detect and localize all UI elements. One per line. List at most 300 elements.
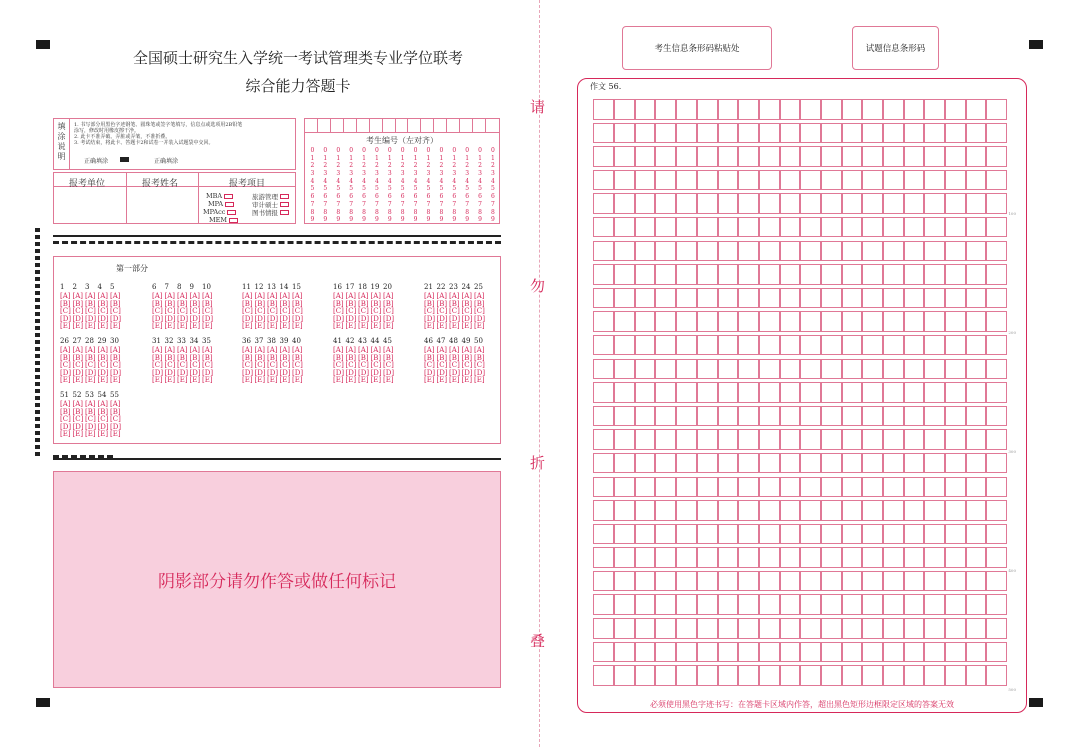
essay-cell[interactable] (883, 618, 904, 639)
answer-bubble[interactable]: [E] (189, 376, 201, 384)
id-write-cell[interactable] (344, 119, 357, 132)
essay-cell[interactable] (883, 99, 904, 120)
answer-bubble[interactable]: [D] (85, 422, 97, 431)
id-digit-bubble[interactable]: 0 (336, 147, 341, 154)
id-digit-bubble[interactable]: 2 (465, 162, 470, 170)
answer-bubble[interactable]: [A] (474, 346, 485, 354)
essay-cell[interactable] (966, 146, 987, 167)
answer-bubble[interactable]: [E] (60, 430, 71, 438)
essay-cell[interactable] (862, 146, 883, 167)
essay-cell[interactable] (945, 241, 966, 262)
essay-cell[interactable] (738, 524, 759, 545)
id-digit-bubble[interactable]: 7 (426, 200, 431, 208)
answer-bubble[interactable]: [D] (152, 368, 164, 377)
essay-cell[interactable] (738, 123, 759, 144)
answer-bubble[interactable]: [A] (461, 292, 473, 300)
answer-bubble[interactable]: [D] (97, 422, 109, 431)
essay-cell[interactable] (614, 406, 635, 427)
answer-bubble[interactable]: [C] (254, 307, 266, 315)
essay-cell[interactable] (966, 335, 987, 356)
answer-bubble[interactable]: [C] (177, 307, 188, 315)
answer-bubble[interactable]: [E] (279, 376, 291, 384)
answer-bubble[interactable]: [B] (202, 299, 213, 308)
essay-cell[interactable] (800, 571, 821, 592)
id-digit-bubble[interactable]: 2 (362, 162, 366, 170)
id-write-cell[interactable] (460, 119, 473, 132)
essay-cell[interactable] (842, 99, 863, 120)
essay-cell[interactable] (904, 618, 925, 639)
essay-cell[interactable] (883, 429, 904, 450)
essay-cell[interactable] (924, 146, 945, 167)
essay-cell[interactable] (759, 524, 780, 545)
answer-bubble[interactable]: [D] (358, 368, 370, 377)
answer-bubble[interactable]: [B] (474, 299, 485, 308)
answer-bubble[interactable]: [C] (202, 307, 213, 315)
answer-bubble[interactable]: [E] (383, 376, 394, 384)
essay-cell[interactable] (635, 594, 656, 615)
answer-bubble[interactable]: [E] (110, 376, 121, 384)
exam-barcode-area[interactable] (852, 26, 939, 70)
essay-cell[interactable] (821, 123, 842, 144)
essay-cell[interactable] (800, 477, 821, 498)
essay-cell[interactable] (945, 359, 966, 380)
answer-bubble[interactable]: [A] (449, 346, 460, 354)
essay-cell[interactable] (883, 146, 904, 167)
essay-cell[interactable] (924, 524, 945, 545)
id-digit-bubble[interactable]: 3 (387, 170, 392, 178)
essay-cell[interactable] (862, 359, 883, 380)
answer-bubble[interactable]: [B] (85, 407, 96, 416)
id-write-cell[interactable] (447, 119, 460, 132)
answer-bubble[interactable]: [D] (164, 314, 176, 323)
essay-cell[interactable] (738, 547, 759, 568)
essay-cell[interactable] (821, 193, 842, 214)
answer-bubble[interactable]: [B] (72, 353, 84, 362)
essay-cell[interactable] (842, 571, 863, 592)
id-digit-bubble[interactable]: 9 (465, 216, 470, 224)
essay-cell[interactable] (924, 217, 945, 238)
answer-bubble[interactable]: [B] (370, 353, 382, 362)
answer-bubble[interactable]: [E] (85, 376, 96, 384)
essay-cell[interactable] (676, 359, 697, 380)
answer-bubble[interactable]: [E] (189, 322, 201, 330)
answer-bubble[interactable]: [E] (436, 376, 448, 384)
essay-cell[interactable] (635, 382, 656, 403)
essay-cell[interactable] (924, 123, 945, 144)
essay-cell[interactable] (718, 500, 739, 521)
essay-cell[interactable] (697, 453, 718, 474)
id-digit-bubble[interactable]: 0 (400, 147, 405, 154)
checkbox[interactable] (280, 210, 289, 215)
essay-cell[interactable] (904, 146, 925, 167)
answer-bubble[interactable]: [C] (345, 307, 357, 315)
essay-cell[interactable] (655, 547, 676, 568)
essay-cell[interactable] (593, 123, 614, 144)
answer-bubble[interactable]: [D] (202, 368, 214, 377)
id-digit-bubble[interactable]: 7 (374, 200, 379, 208)
essay-cell[interactable] (986, 99, 1007, 120)
id-digit-bubble[interactable]: 1 (323, 154, 328, 162)
answer-bubble[interactable]: [C] (461, 307, 473, 315)
answer-bubble[interactable]: [E] (474, 376, 485, 384)
essay-cell[interactable] (635, 311, 656, 332)
essay-cell[interactable] (759, 288, 780, 309)
answer-bubble[interactable]: [A] (254, 346, 266, 354)
essay-cell[interactable] (904, 382, 925, 403)
id-digit-bubble[interactable]: 6 (491, 193, 495, 201)
essay-cell[interactable] (883, 382, 904, 403)
answer-bubble[interactable]: [E] (177, 376, 188, 384)
answer-bubble[interactable]: [D] (474, 368, 486, 377)
essay-cell[interactable] (862, 382, 883, 403)
answer-bubble[interactable]: [E] (292, 376, 303, 384)
essay-cell[interactable] (842, 429, 863, 450)
essay-cell[interactable] (655, 241, 676, 262)
essay-cell[interactable] (986, 193, 1007, 214)
essay-cell[interactable] (697, 594, 718, 615)
essay-cell[interactable] (883, 406, 904, 427)
answer-bubble[interactable]: [E] (267, 322, 278, 330)
essay-cell[interactable] (842, 146, 863, 167)
essay-cell[interactable] (655, 123, 676, 144)
answer-bubble[interactable]: [B] (267, 299, 278, 308)
answer-bubble[interactable]: [C] (383, 361, 394, 369)
id-write-cell[interactable] (370, 119, 383, 132)
essay-cell[interactable] (966, 642, 987, 663)
essay-cell[interactable] (842, 524, 863, 545)
essay-cell[interactable] (780, 217, 801, 238)
essay-cell[interactable] (593, 193, 614, 214)
essay-cell[interactable] (800, 594, 821, 615)
essay-cell[interactable] (759, 406, 780, 427)
essay-cell[interactable] (966, 241, 987, 262)
answer-bubble[interactable]: [E] (72, 322, 84, 330)
answer-bubble[interactable]: [B] (110, 299, 121, 308)
essay-cell[interactable] (697, 170, 718, 191)
id-digit-bubble[interactable]: 4 (374, 177, 379, 185)
essay-cell[interactable] (676, 429, 697, 450)
essay-cell[interactable] (780, 382, 801, 403)
essay-cell[interactable] (945, 288, 966, 309)
essay-cell[interactable] (842, 477, 863, 498)
essay-cell[interactable] (821, 524, 842, 545)
id-digit-bubble[interactable]: 0 (439, 147, 444, 154)
essay-cell[interactable] (800, 264, 821, 285)
answer-bubble[interactable]: [A] (202, 292, 213, 300)
id-digit-bubble[interactable]: 3 (310, 170, 315, 178)
id-digit-bubble[interactable]: 4 (349, 177, 354, 185)
essay-cell[interactable] (697, 571, 718, 592)
essay-cell[interactable] (862, 311, 883, 332)
essay-cell[interactable] (966, 99, 987, 120)
answer-bubble[interactable]: [A] (358, 292, 369, 300)
answer-bubble[interactable]: [E] (345, 322, 357, 330)
id-digit-bubble[interactable]: 2 (349, 162, 354, 170)
essay-cell[interactable] (676, 665, 697, 686)
essay-cell[interactable] (945, 547, 966, 568)
essay-cell[interactable] (718, 429, 739, 450)
id-digit-bubble[interactable]: 6 (336, 193, 341, 201)
answer-bubble[interactable]: [C] (85, 415, 96, 423)
essay-cell[interactable] (655, 288, 676, 309)
id-digit-bubble[interactable]: 8 (413, 208, 418, 216)
essay-cell[interactable] (697, 193, 718, 214)
answer-bubble[interactable]: [C] (97, 361, 109, 369)
answer-bubble[interactable]: [D] (461, 368, 473, 377)
essay-cell[interactable] (986, 571, 1007, 592)
essay-cell[interactable] (614, 571, 635, 592)
essay-cell[interactable] (945, 665, 966, 686)
answer-bubble[interactable]: [A] (370, 346, 382, 354)
answer-bubble[interactable]: [C] (292, 307, 303, 315)
answer-bubble[interactable]: [C] (97, 307, 109, 315)
essay-cell[interactable] (738, 453, 759, 474)
id-digit-bubble[interactable]: 3 (439, 170, 444, 178)
answer-bubble[interactable]: [C] (164, 307, 176, 315)
answer-bubble[interactable]: [E] (85, 430, 96, 438)
answer-bubble[interactable]: [D] (345, 314, 357, 323)
essay-cell[interactable] (966, 382, 987, 403)
answer-bubble[interactable]: [B] (189, 353, 201, 362)
essay-cell[interactable] (862, 524, 883, 545)
answer-bubble[interactable]: [A] (461, 346, 473, 354)
essay-cell[interactable] (655, 618, 676, 639)
answer-bubble[interactable]: [D] (383, 314, 395, 323)
id-digit-bubble[interactable]: 6 (439, 193, 444, 201)
answer-bubble[interactable]: [E] (85, 322, 96, 330)
essay-cell[interactable] (593, 288, 614, 309)
essay-cell[interactable] (614, 453, 635, 474)
id-digit-bubble[interactable]: 2 (478, 162, 482, 170)
answer-bubble[interactable]: [E] (358, 322, 369, 330)
essay-cell[interactable] (986, 477, 1007, 498)
essay-cell[interactable] (697, 99, 718, 120)
answer-bubble[interactable]: [B] (72, 299, 84, 308)
essay-cell[interactable] (780, 453, 801, 474)
essay-cell[interactable] (738, 477, 759, 498)
essay-cell[interactable] (614, 594, 635, 615)
checkbox[interactable] (229, 218, 238, 223)
essay-cell[interactable] (904, 642, 925, 663)
id-digit-bubble[interactable]: 7 (349, 200, 354, 208)
answer-bubble[interactable]: [B] (60, 353, 71, 362)
essay-cell[interactable] (593, 524, 614, 545)
essay-cell[interactable] (821, 335, 842, 356)
essay-cell[interactable] (986, 288, 1007, 309)
id-digit-bubble[interactable]: 5 (465, 185, 470, 193)
essay-cell[interactable] (780, 359, 801, 380)
id-digit-bubble[interactable]: 3 (362, 170, 366, 178)
answer-bubble[interactable]: [D] (267, 314, 279, 323)
essay-cell[interactable] (883, 170, 904, 191)
id-digit-bubble[interactable]: 8 (439, 208, 444, 216)
essay-cell[interactable] (759, 335, 780, 356)
essay-cell[interactable] (862, 241, 883, 262)
essay-cell[interactable] (904, 406, 925, 427)
id-digit-bubble[interactable]: 8 (336, 208, 341, 216)
essay-cell[interactable] (759, 429, 780, 450)
essay-cell[interactable] (676, 453, 697, 474)
essay-cell[interactable] (759, 477, 780, 498)
essay-cell[interactable] (945, 406, 966, 427)
id-digit-bubble[interactable]: 1 (465, 154, 470, 162)
candidate-id-write-row[interactable] (305, 119, 499, 133)
essay-cell[interactable] (883, 359, 904, 380)
id-digit-bubble[interactable]: 4 (426, 177, 431, 185)
answer-bubble[interactable]: [D] (333, 314, 345, 323)
essay-cell[interactable] (635, 406, 656, 427)
essay-cell[interactable] (697, 642, 718, 663)
answer-bubble[interactable]: [E] (383, 322, 394, 330)
answer-bubble[interactable]: [D] (72, 368, 84, 377)
answer-bubble[interactable]: [C] (358, 361, 369, 369)
essay-cell[interactable] (718, 170, 739, 191)
essay-cell[interactable] (883, 665, 904, 686)
answer-bubble[interactable]: [B] (110, 407, 121, 416)
answer-bubble[interactable]: [D] (72, 314, 84, 323)
answer-bubble[interactable]: [D] (449, 314, 461, 323)
id-digit-bubble[interactable]: 6 (387, 193, 392, 201)
essay-cell[interactable] (759, 618, 780, 639)
essay-cell[interactable] (655, 477, 676, 498)
essay-cell[interactable] (697, 264, 718, 285)
essay-cell[interactable] (904, 241, 925, 262)
answer-bubble[interactable]: [E] (424, 322, 435, 330)
answer-bubble[interactable]: [A] (164, 346, 176, 354)
essay-cell[interactable] (780, 618, 801, 639)
essay-cell[interactable] (614, 618, 635, 639)
id-digit-bubble[interactable]: 4 (491, 177, 495, 185)
essay-cell[interactable] (821, 99, 842, 120)
id-digit-bubble[interactable]: 5 (478, 185, 482, 193)
essay-cell[interactable] (635, 453, 656, 474)
essay-cell[interactable] (862, 453, 883, 474)
essay-cell[interactable] (676, 642, 697, 663)
essay-cell[interactable] (966, 665, 987, 686)
essay-cell[interactable] (821, 429, 842, 450)
essay-cell[interactable] (759, 217, 780, 238)
essay-cell[interactable] (862, 217, 883, 238)
essay-cell[interactable] (676, 311, 697, 332)
essay-cell[interactable] (883, 123, 904, 144)
answer-bubble[interactable]: [B] (292, 299, 303, 308)
essay-cell[interactable] (780, 477, 801, 498)
essay-cell[interactable] (718, 453, 739, 474)
essay-cell[interactable] (904, 665, 925, 686)
essay-cell[interactable] (593, 99, 614, 120)
essay-cell[interactable] (904, 217, 925, 238)
answer-bubble[interactable]: [C] (333, 361, 344, 369)
id-digit-bubble[interactable]: 5 (374, 185, 379, 193)
answer-bubble[interactable]: [B] (177, 299, 188, 308)
essay-cell[interactable] (593, 429, 614, 450)
essay-cell[interactable] (655, 524, 676, 545)
essay-cell[interactable] (986, 359, 1007, 380)
answer-bubble[interactable]: [A] (110, 346, 121, 354)
essay-cell[interactable] (966, 264, 987, 285)
essay-cell[interactable] (966, 288, 987, 309)
answer-bubble[interactable]: [C] (72, 415, 84, 423)
essay-cell[interactable] (655, 359, 676, 380)
id-digit-bubble[interactable]: 9 (374, 216, 379, 224)
answer-bubble[interactable]: [C] (177, 361, 188, 369)
essay-cell[interactable] (738, 359, 759, 380)
answer-bubble[interactable]: [E] (177, 322, 188, 330)
answer-bubble[interactable]: [B] (202, 353, 213, 362)
essay-cell[interactable] (862, 335, 883, 356)
id-digit-bubble[interactable]: 9 (336, 216, 341, 224)
answer-bubble[interactable]: [D] (254, 368, 266, 377)
essay-cell[interactable] (780, 146, 801, 167)
id-digit-bubble[interactable]: 2 (426, 162, 431, 170)
essay-cell[interactable] (655, 264, 676, 285)
essay-cell[interactable] (593, 217, 614, 238)
essay-cell[interactable] (738, 288, 759, 309)
id-digit-bubble[interactable]: 1 (310, 154, 315, 162)
essay-cell[interactable] (593, 477, 614, 498)
essay-cell[interactable] (593, 406, 614, 427)
answer-bubble[interactable]: [A] (72, 292, 84, 300)
essay-cell[interactable] (924, 382, 945, 403)
id-digit-bubble[interactable]: 4 (413, 177, 418, 185)
id-digit-bubble[interactable]: 2 (374, 162, 379, 170)
id-digit-bubble[interactable]: 8 (362, 208, 366, 216)
essay-cell[interactable] (821, 264, 842, 285)
answer-bubble[interactable]: [A] (189, 292, 201, 300)
essay-cell[interactable] (966, 359, 987, 380)
essay-cell[interactable] (800, 311, 821, 332)
essay-cell[interactable] (635, 547, 656, 568)
answer-bubble[interactable]: [B] (383, 353, 394, 362)
answer-bubble[interactable]: [C] (267, 361, 278, 369)
id-digit-bubble[interactable]: 3 (323, 170, 328, 178)
essay-cell[interactable] (780, 193, 801, 214)
answer-bubble[interactable]: [C] (449, 361, 460, 369)
answer-bubble[interactable]: [D] (436, 368, 448, 377)
answer-bubble[interactable]: [D] (189, 314, 201, 323)
answer-bubble[interactable]: [C] (72, 361, 84, 369)
answer-bubble[interactable]: [B] (279, 299, 291, 308)
essay-cell[interactable] (780, 594, 801, 615)
id-digit-bubble[interactable]: 0 (478, 147, 482, 154)
essay-cell[interactable] (924, 335, 945, 356)
essay-cell[interactable] (593, 382, 614, 403)
essay-cell[interactable] (966, 594, 987, 615)
essay-cell[interactable] (842, 500, 863, 521)
id-digit-bubble[interactable]: 5 (323, 185, 328, 193)
id-digit-bubble[interactable]: 2 (400, 162, 405, 170)
id-digit-bubble[interactable]: 7 (491, 200, 495, 208)
essay-cell[interactable] (614, 477, 635, 498)
candidate-id-bubbles[interactable] (306, 147, 499, 224)
answer-bubble[interactable]: [A] (383, 346, 394, 354)
answer-bubble[interactable]: [E] (110, 322, 121, 330)
answer-bubble[interactable]: [E] (152, 322, 163, 330)
id-write-cell[interactable] (383, 119, 396, 132)
answer-bubble[interactable]: [A] (110, 400, 121, 408)
essay-cell[interactable] (821, 382, 842, 403)
essay-cell[interactable] (780, 642, 801, 663)
program-option[interactable] (209, 216, 238, 224)
essay-cell[interactable] (718, 665, 739, 686)
answer-bubble[interactable]: [A] (449, 292, 460, 300)
essay-cell[interactable] (738, 170, 759, 191)
essay-cell[interactable] (924, 288, 945, 309)
essay-cell[interactable] (738, 665, 759, 686)
answer-bubble[interactable]: [B] (254, 353, 266, 362)
essay-cell[interactable] (842, 382, 863, 403)
essay-cell[interactable] (676, 288, 697, 309)
